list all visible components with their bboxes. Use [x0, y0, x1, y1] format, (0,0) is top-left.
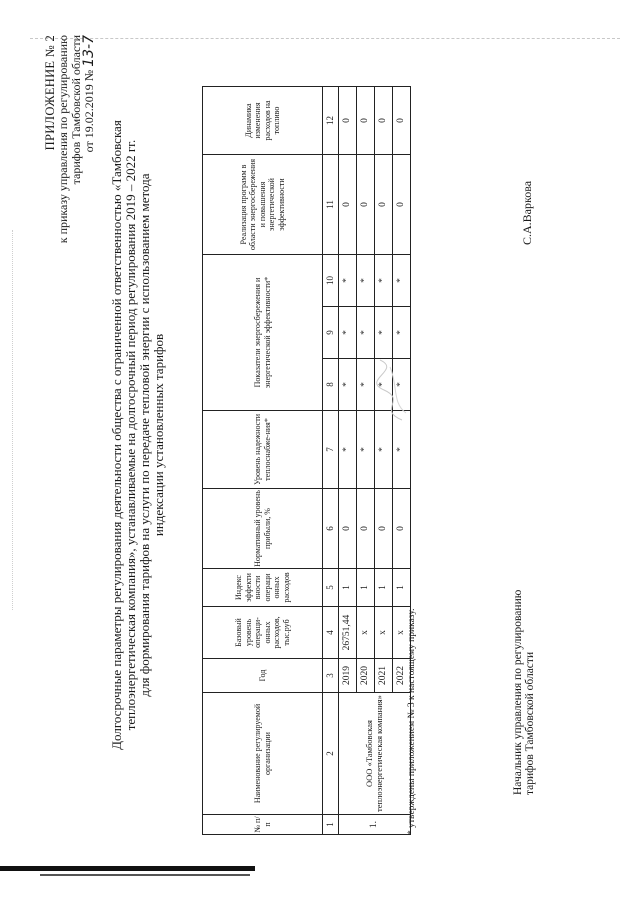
- cell-year: 2020: [357, 659, 375, 693]
- cell-index: 1: [339, 569, 357, 607]
- appendix-date-line: [83, 35, 96, 335]
- cell-energy: *: [339, 359, 357, 411]
- appendix-line-1: к приказу управления по регулированию: [56, 35, 70, 244]
- header-programs: Реализация программ в области энергосбережения и повышения энергетической эффективности: [203, 155, 323, 255]
- document-title: [110, 35, 166, 835]
- col-number: 7: [323, 411, 339, 489]
- appendix-line-2: тарифов Тамбовской области: [69, 35, 83, 185]
- rotated-page: [42, 35, 602, 855]
- footnote: * утверждены приложением № 3 к настоящему приказу.: [407, 608, 417, 835]
- col-number: 8: [323, 359, 339, 411]
- cell-index: 1: [393, 569, 411, 607]
- col-number: 9: [323, 307, 339, 359]
- org-name: ООО «Тамбовская теплоэнергетическая компания»: [339, 693, 411, 815]
- signer-line-2: тарифов Тамбовской области: [524, 651, 536, 795]
- header-org: Наименование регулируемой организации: [203, 693, 323, 815]
- header-index: Индекс эффекти вности операци онных расходов: [203, 569, 323, 607]
- signer-name: С.А.Варкова: [520, 180, 534, 245]
- header-energy: Показатели энергосбережения и энергетической эффективности*: [203, 255, 323, 411]
- cell-energy: *: [339, 255, 357, 307]
- header-fuel: Динамика изменения расходов на топливо: [203, 87, 323, 155]
- title-line: Долгосрочные параметры регулирования деятельности общества с ограниченной ответственностью «Тамбовская: [109, 120, 124, 750]
- cell-reliability: *: [339, 411, 357, 489]
- cell-energy: *: [357, 255, 375, 307]
- cell-index: 1: [375, 569, 393, 607]
- appendix-date: от 19.02.2019 №: [82, 69, 96, 153]
- header-year: Год: [203, 659, 323, 693]
- cell-year: 2022: [393, 659, 411, 693]
- header-base: Базовый уровень операци-онных расходов, тыс.руб: [203, 607, 323, 659]
- scan-bar-thin: [40, 874, 250, 876]
- cell-energy: *: [393, 307, 411, 359]
- cell-base: х: [357, 607, 375, 659]
- cell-fuel: 0: [393, 87, 411, 155]
- cell-base: х: [393, 607, 411, 659]
- appendix-number: 13-7: [81, 35, 97, 67]
- col-number: 10: [323, 255, 339, 307]
- cell-profit: 0: [357, 489, 375, 569]
- col-number: 5: [323, 569, 339, 607]
- title-line: индексации установленных тарифов: [151, 333, 166, 537]
- cell-programs: 0: [375, 155, 393, 255]
- cell-programs: 0: [339, 155, 357, 255]
- cell-energy: *: [357, 359, 375, 411]
- cell-energy: *: [393, 255, 411, 307]
- header-profit: Нормативный уровень прибыли, %: [203, 489, 323, 569]
- col-number: 1: [323, 815, 339, 835]
- signer-line-1: Начальник управления по регулированию: [512, 589, 524, 795]
- cell-base: 26751,44: [339, 607, 357, 659]
- col-number: 2: [323, 693, 339, 815]
- cell-programs: 0: [393, 155, 411, 255]
- col-number: 12: [323, 87, 339, 155]
- header-reliability: Уровень надежности теплоснабже-ния*: [203, 411, 323, 489]
- col-number: 11: [323, 155, 339, 255]
- cell-energy: *: [357, 307, 375, 359]
- scan-bar: [0, 866, 255, 871]
- appendix-header: [44, 35, 96, 335]
- cell-energy: *: [339, 307, 357, 359]
- cell-reliability: *: [357, 411, 375, 489]
- title-line: для формирования тарифов на услуги по передаче тепловой энергии с использованием метода: [137, 173, 152, 697]
- cell-profit: 0: [375, 489, 393, 569]
- cell-reliability: *: [375, 411, 393, 489]
- cell-year: 2021: [375, 659, 393, 693]
- cell-fuel: 0: [357, 87, 375, 155]
- col-number: 3: [323, 659, 339, 693]
- cell-year: 2019: [339, 659, 357, 693]
- cell-profit: 0: [339, 489, 357, 569]
- cell-fuel: 0: [339, 87, 357, 155]
- cell-reliability: *: [393, 411, 411, 489]
- signer-title: [512, 495, 536, 795]
- signature-scribble: [372, 355, 412, 425]
- cell-fuel: 0: [375, 87, 393, 155]
- appendix-title: ПРИЛОЖЕНИЕ № 2: [43, 35, 57, 151]
- title-line: теплоэнергетическая компания», устанавливаемые на долгосрочный период регулирования 2019 – 2022 гг.: [123, 139, 138, 731]
- cell-programs: 0: [357, 155, 375, 255]
- header-num: № п/п: [203, 815, 323, 835]
- cell-energy: *: [375, 307, 393, 359]
- cell-profit: 0: [393, 489, 411, 569]
- parameters-table: [202, 86, 411, 835]
- cell-index: 1: [357, 569, 375, 607]
- col-number: 6: [323, 489, 339, 569]
- cell-base: х: [375, 607, 393, 659]
- cell-energy: *: [393, 359, 411, 411]
- col-number: 4: [323, 607, 339, 659]
- scan-edge-mark: [12, 230, 14, 610]
- cell-energy: *: [375, 359, 393, 411]
- row-number: 1.: [339, 815, 411, 835]
- cell-energy: *: [375, 255, 393, 307]
